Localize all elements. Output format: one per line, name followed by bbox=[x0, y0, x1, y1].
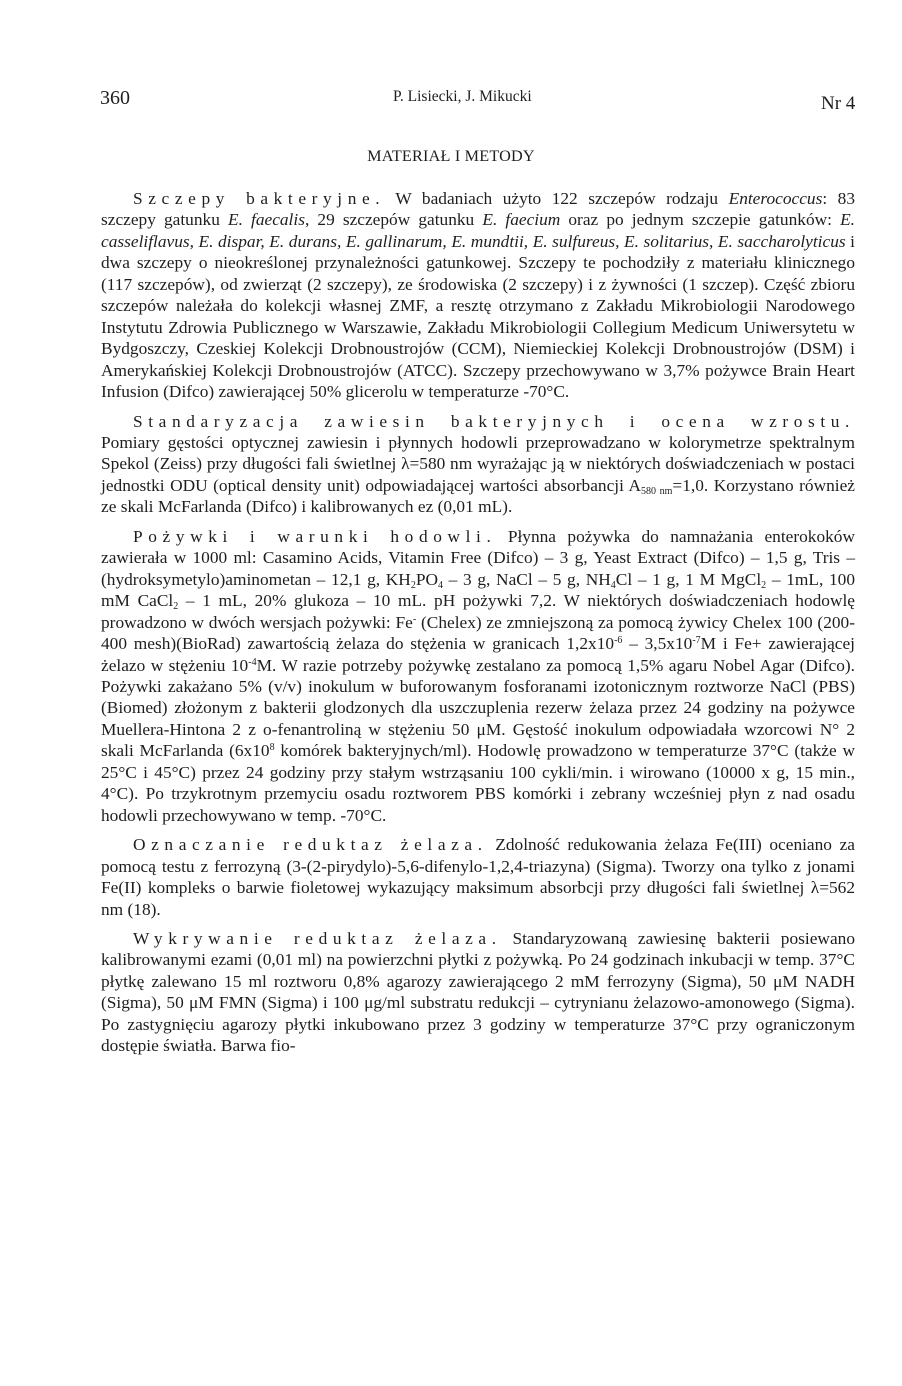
text-run: E. casseliflavus, E. dispar, E. durans, E. gallinarum, E. mundtii, E. sulfureus, E. solitarius, E. saccharolyticus bbox=[101, 210, 855, 251]
text-run: M i Fe+ zawierającej żelazo w stężeniu 10 bbox=[101, 634, 855, 675]
text-run: - bbox=[412, 613, 417, 625]
text-run: : 83 szczepy gatunku bbox=[101, 189, 855, 230]
section-title: MATERIAŁ I METODY bbox=[367, 147, 535, 165]
text-run: Zdolność redukowania żelaza Fe(III) oceniano za pomocą testu z ferrozyną (3-(2-pirydylo)-5,6-difenylo-1,2,4-triazyna) (Sigma). Tworzy ona tylko z jonami Fe(II) kompleks o barwie fioletowej wykazujący maksimum absorbcji przy długości fali świetlnej λ=562 nm (18). bbox=[101, 835, 855, 919]
paragraph bbox=[101, 526, 855, 826]
text-run: , 29 szczepów gatunku bbox=[304, 210, 483, 230]
paragraph-heading: Szczepy bakteryjne. bbox=[133, 189, 386, 208]
paragraph-heading: Standaryzacja zawiesin bakteryjnych i ocena wzrostu. bbox=[133, 411, 855, 431]
paragraph bbox=[101, 188, 855, 403]
paragraph bbox=[101, 928, 855, 1057]
text-run: E. faecium bbox=[482, 210, 561, 230]
paragraph bbox=[101, 411, 855, 518]
text-run: 2 bbox=[761, 579, 767, 591]
text-run: – 3 g, NaCl – 5 g, NH bbox=[442, 569, 611, 589]
page-number: 360 bbox=[100, 87, 130, 109]
text-run: 4 bbox=[610, 579, 616, 591]
text-run: Cl – 1 g, 1 M MgCl bbox=[615, 569, 762, 589]
text-run: Płynna pożywka do namnażania enterokoków zawierała w 1000 ml: Casamino Acids, Vitamin Free (Difco) – 3 g, Yeast Extract (Difco) – 1,5 g, Tris – (hydroksymetylo)aminometan – 12,1 g, KH bbox=[101, 526, 855, 589]
text-run: Standaryzowaną zawiesinę bakterii posiewano kalibrowanymi ezami (0,01 ml) na powierzchni płytki z pożywką. Po 24 godzinach inkubacji w temp. 37°C płytkę zalewano 15 ml roztworu 0,8% agarozy zawierającego 2 mM ferrozyny (Sigma), 50 μM NADH (Sigma), 50 μM FMN (Sigma) i 100 μg/ml substratu redukcji – cytrynianu żelazowo-amonowego (Sigma). Po zastygnięciu agarozy płytki inkubowano przez 3 godziny w temperaturze 37°C przy ograniczonym dostępie światła. Barwa fio- bbox=[101, 928, 855, 1056]
text-run: -7 bbox=[692, 635, 701, 647]
text-run: 8 bbox=[269, 742, 275, 754]
text-run: 580 nm bbox=[640, 485, 673, 497]
text-run: 2 bbox=[410, 579, 416, 591]
text-run: komórek bakteryjnych/ml). Hodowlę prowadzono w temperaturze 37°C (także w 25°C i 45°C) przez 24 godziny przy stałym wstrząsaniu 100 cykli/min. i wirowano (10000 x g, 15 min., 4°C). Po trzykrotnym przemyciu osadu roztworem PBS komórki i zebrany wcześniej płyn z nad osadu hodowli przechowywano w temp. -70°C. bbox=[101, 741, 855, 825]
running-head-authors: P. Lisiecki, J. Mikucki bbox=[393, 88, 532, 105]
text-run: =1,0. Korzystano również ze skali McFarlanda (Difco) i kalibrowanych ez (0,01 mL). bbox=[101, 475, 856, 517]
text-run: oraz po jednym szczepie gatunków: bbox=[560, 210, 841, 230]
paragraph-heading: Oznaczanie reduktaz żelaza. bbox=[133, 835, 488, 855]
paragraph-heading: Pożywki i warunki hodowli. bbox=[133, 526, 497, 546]
text-run: M. W razie potrzeby pożywkę zestalano za pomocą 1,5% agaru Nobel Agar (Difco). Pożywki zakażano 5% (v/v) inokulum w buforowanym fosforanami izotonicznym roztworze NaCl (PBS)(Biomed) złożonym z bakterii glodzonych dla uszczuplenia rezerw żelaza przez 24 godziny na pożywce Muellera-Hintona 2 z o-fenantroliną w stężeniu 50 μM. Gęstość inokulum odpowiadała wzorcowi N° 2 skali McFarlanda (6x10 bbox=[101, 655, 855, 761]
text-run: (Chelex) ze zmniejszoną za pomocą żywicy Chelex 100 (200-400 mesh)(BioRad) zawartością żelaza do stężenia w granicach 1,2x10 bbox=[101, 612, 855, 654]
journal-issue: Nr 4 bbox=[821, 93, 856, 114]
paragraph-heading: Wykrywanie reduktaz żelaza. bbox=[133, 928, 502, 948]
text-run: -6 bbox=[614, 635, 623, 647]
article-body bbox=[101, 188, 855, 1065]
text-run: – 3,5x10 bbox=[622, 634, 693, 654]
text-run: E. faecalis bbox=[227, 210, 305, 230]
text-run: – 1 mL, 20% glukoza – 10 mL. pH pożywki 7,2. W niektórych doświadczeniach hodowlę prowadzono w dwóch wersjach pożywki: Fe bbox=[101, 591, 855, 632]
text-run: Pomiary gęstości optycznej zawiesin i płynnych hodowli przeprowadzano w kolorymetrze spektralnym Spekol (Zeiss) przy długości fali świetlnej λ=580 nm wyrażając ją w niektórych doświadczeniach w postaci jednostki ODU (optical density unit) odpowiadającej wartości absorbancji A bbox=[101, 432, 855, 495]
text-run: Enterococcus bbox=[728, 189, 823, 208]
text-run: – 1mL, 100 mM CaCl bbox=[101, 569, 855, 611]
text-run: W badaniach użyto 122 szczepów rodzaju bbox=[385, 189, 729, 208]
text-run: -4 bbox=[248, 656, 257, 668]
text-run: PO bbox=[415, 569, 438, 589]
text-run: 2 bbox=[173, 601, 179, 613]
text-run: 4 bbox=[437, 579, 443, 591]
text-run: i dwa szczepy o nieokreślonej przynależności gatunkowej. Szczepy te pochodziły z materiału klinicznego (117 szczepów), od zwierząt (2 szczepy), ze środowiska (2 szczepy) i z żywności (1 szczep). Część zbioru szczepów należała do kolekcji własnej ZMF, a resztę otrzymano z Zakładu Mikrobiologii Narodowego Instytutu Zdrowia Publicznego w Warszawie, Zakładu Mikrobiologii Collegium Medicum Uniwersytetu w Bydgoszczy, Czeskiej Kolekcji Drobnoustrojów (CCM), Niemieckiej Kolekcji Drobnoustrojów (DSM) i Amerykańskiej Kolekcji Drobnoustrojów (ATCC). Szczepy przechowywano w 3,7% pożywce Brain Heart Infusion (Difco) zawierającej 50% glicerolu w temperaturze -70°C. bbox=[101, 231, 855, 402]
paragraph bbox=[101, 834, 855, 920]
